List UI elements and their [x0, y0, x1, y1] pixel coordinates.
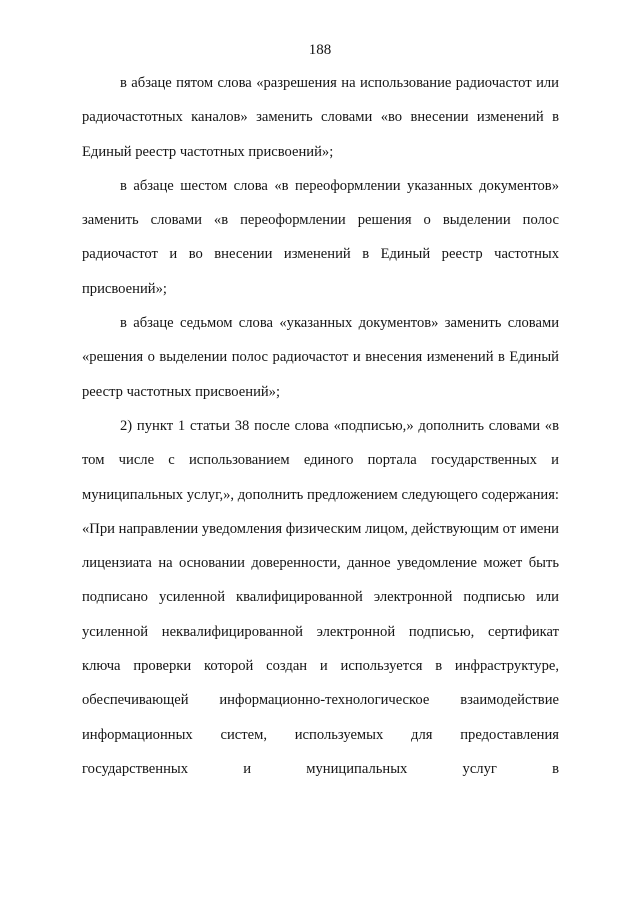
document-body — [82, 66, 559, 786]
page-number: 188 — [308, 42, 332, 58]
paragraph-item-7: в абзаце седьмом слова «указанных документов» заменить словами «решения о выделении полос радиочастот и внесения изменений в Единый реестр частотных присвоений»; — [82, 315, 559, 400]
paragraph-point-2: 2) пункт 1 статьи 38 после слова «подписью,» дополнить словами «в том числе с использованием единого портала государственных и муниципальных услуг,», дополнить предложением следующего содержания: «При направлении уведомления физическим лицом, действующим от имени лицензиата на основании доверенности, данное уведомление может быть подписано усиленной квалифицированной электронной подписью или усиленной неквалифицированной электронной подписью, сертификат ключа проверки которой создан и используется в инфраструктуре, обеспечивающей информационно-технологическое взаимодействие информационных систем, используемых для предоставления государственных и муниципальных услуг в — [82, 417, 559, 777]
paragraph-item-6: в абзаце шестом слова «в переоформлении указанных документов» заменить словами «в переоформлении решения о выделении полос радиочастот и во внесении изменений в Единый реестр частотных присвоений»; — [82, 177, 559, 297]
paragraph-item-5: в абзаце пятом слова «разрешения на использование радиочастот или радиочастотных каналов» заменить словами «во внесении изменений в Единый реестр частотных присвоений»; — [82, 75, 559, 160]
